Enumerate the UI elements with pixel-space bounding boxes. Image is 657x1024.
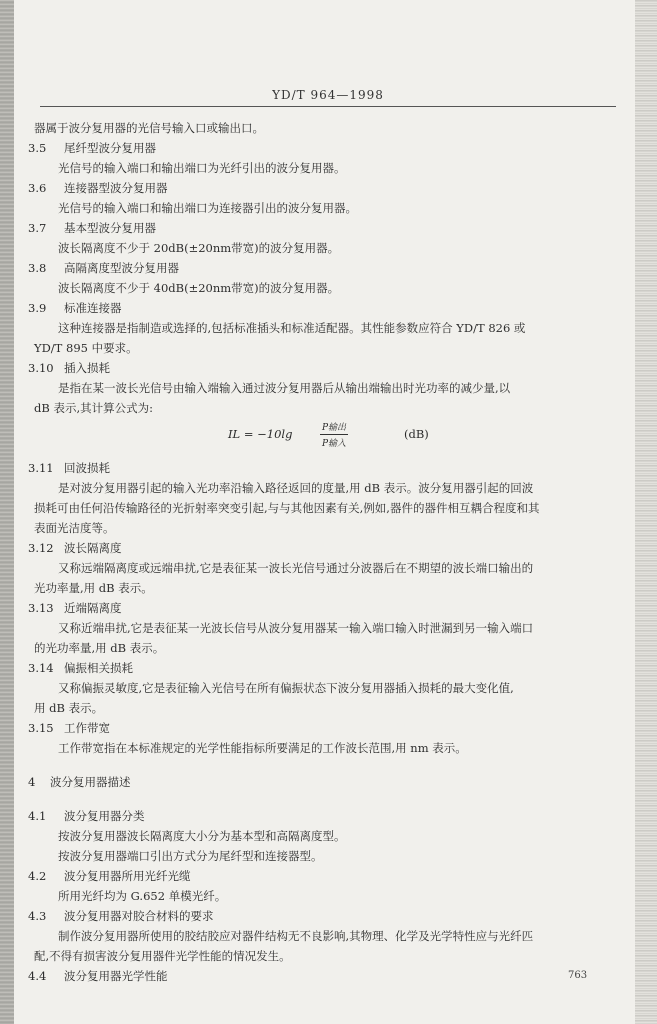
formula-unit: (dB) xyxy=(404,427,429,441)
section-heading xyxy=(28,866,628,886)
body-line: YD/T 895 中要求。 xyxy=(34,341,138,355)
section-title: 高隔离度型波分复用器 xyxy=(64,261,179,275)
section-number: 3.15 xyxy=(28,721,54,735)
section-title: 近端隔离度 xyxy=(64,601,122,615)
section-number: 3.13 xyxy=(28,601,54,615)
section-title: 偏振相关损耗 xyxy=(64,661,133,675)
section-number: 3.9 xyxy=(28,301,47,315)
section-number: 4.2 xyxy=(28,869,47,883)
section-title: 插入损耗 xyxy=(64,361,110,375)
body-line: 按波分复用器波长隔离度大小分为基本型和高隔离度型。 xyxy=(58,829,346,843)
body-line: 配,不得有损害波分复用器件光学性能的情况发生。 xyxy=(34,949,291,963)
section-title: 回波损耗 xyxy=(64,461,110,475)
chapter-heading xyxy=(28,772,628,792)
section-heading xyxy=(28,258,628,278)
section-heading xyxy=(28,538,628,558)
section-heading xyxy=(28,906,628,926)
section-heading xyxy=(28,178,628,198)
section-title: 波分复用器光学性能 xyxy=(64,969,168,983)
section-heading xyxy=(28,298,628,318)
section-heading xyxy=(28,358,628,378)
body-line: 是对波分复用器引起的输入光功率沿输入路径返回的度量,用 dB 表示。波分复用器引起的回波 xyxy=(58,481,534,495)
section-title: 波分复用器描述 xyxy=(50,775,131,789)
fraction-bar xyxy=(320,434,348,435)
section-heading xyxy=(28,138,628,158)
body-line: 的光功率量,用 dB 表示。 xyxy=(34,641,165,655)
section-title: 波分复用器所用光纤光缆 xyxy=(64,869,191,883)
section-number: 4 xyxy=(28,775,36,789)
header-rule xyxy=(40,106,616,107)
section-title: 基本型波分复用器 xyxy=(64,221,156,235)
section-title: 波分复用器分类 xyxy=(64,809,145,823)
section-title: 波长隔离度 xyxy=(64,541,122,555)
section-heading xyxy=(28,658,628,678)
formula-denominator: P输入 xyxy=(321,439,347,449)
body-line: 按波分复用器端口引出方式分为尾纤型和连接器型。 xyxy=(58,849,323,863)
body-line: 制作波分复用器所使用的胶结胶应对器件结构无不良影响,其物理、化学及光学特性应与光纤匹 xyxy=(58,929,534,943)
body-line: 又称远端隔离度或远端串扰,它是表征某一波长光信号通过分波器后在不期望的波长端口输出的 xyxy=(58,561,534,575)
page-number: 763 xyxy=(568,970,588,981)
section-number: 4.1 xyxy=(28,809,47,823)
body-line: 用 dB 表示。 xyxy=(34,701,104,715)
formula-numerator: P输出 xyxy=(321,423,347,433)
running-header: YD/T 964—1998 xyxy=(272,88,384,102)
body-line: 这种连接器是指制造或选择的,包括标准插头和标准适配器。其性能参数应符合 YD/T 826 或 xyxy=(58,321,526,335)
section-number: 3.10 xyxy=(28,361,54,375)
body-line: 又称偏振灵敏度,它是表征输入光信号在所有偏振状态下波分复用器插入损耗的最大变化值, xyxy=(58,681,514,695)
section-heading xyxy=(28,718,628,738)
section-number: 3.11 xyxy=(28,461,54,475)
body-line: 波长隔离度不少于 20dB(±20nm带宽)的波分复用器。 xyxy=(58,241,340,255)
section-title: 连接器型波分复用器 xyxy=(64,181,168,195)
body-line: 光信号的输入端口和输出端口为光纤引出的波分复用器。 xyxy=(58,161,346,175)
section-heading xyxy=(28,598,628,618)
body-line: 损耗可由任何沿传输路径的光折射率突变引起,与与其他因素有关,例如,器件的器件相互耦合程度和其 xyxy=(34,501,540,515)
section-number: 3.6 xyxy=(28,181,47,195)
body-line: 表面光洁度等。 xyxy=(34,521,115,535)
insertion-loss-formula xyxy=(28,418,628,452)
body-line: 又称近端串扰,它是表征某一光波长信号从波分复用器某一输入端口输入时泄漏到另一输入端口 xyxy=(58,621,534,635)
section-number: 4.4 xyxy=(28,969,47,983)
body-line: 光信号的输入端口和输出端口为连接器引出的波分复用器。 xyxy=(58,201,357,215)
body-line: 光功率量,用 dB 表示。 xyxy=(34,581,153,595)
body-line: 器属于波分复用器的光信号输入口或输出口。 xyxy=(34,121,264,135)
body-line: 波长隔离度不少于 40dB(±20nm带宽)的波分复用器。 xyxy=(58,281,340,295)
body-line: 所用光纤均为 G.652 单模光纤。 xyxy=(58,889,227,903)
section-heading xyxy=(28,806,628,826)
section-number: 3.8 xyxy=(28,261,47,275)
section-heading xyxy=(28,458,628,478)
section-number: 3.12 xyxy=(28,541,54,555)
body-content xyxy=(28,118,628,986)
scan-edge-left xyxy=(0,0,14,1024)
section-title: 标准连接器 xyxy=(64,301,122,315)
formula-lhs: IL = −10lg xyxy=(228,427,293,441)
section-number: 3.14 xyxy=(28,661,54,675)
scan-edge-right xyxy=(635,0,657,1024)
section-title: 波分复用器对胶合材料的要求 xyxy=(64,909,214,923)
section-number: 4.3 xyxy=(28,909,47,923)
body-line: dB 表示,其计算公式为: xyxy=(34,401,153,415)
document-page xyxy=(28,0,628,1024)
section-heading xyxy=(28,218,628,238)
section-number: 3.7 xyxy=(28,221,47,235)
body-line: 工作带宽指在本标准规定的光学性能指标所要满足的工作波长范围,用 nm 表示。 xyxy=(58,741,467,755)
section-title: 尾纤型波分复用器 xyxy=(64,141,156,155)
formula-fraction xyxy=(320,420,348,449)
body-line: 是指在某一波长光信号由输入端输入通过波分复用器后从输出端输出时光功率的减少量,以 xyxy=(58,381,511,395)
section-number: 3.5 xyxy=(28,141,47,155)
section-heading xyxy=(28,966,628,986)
section-title: 工作带宽 xyxy=(64,721,110,735)
